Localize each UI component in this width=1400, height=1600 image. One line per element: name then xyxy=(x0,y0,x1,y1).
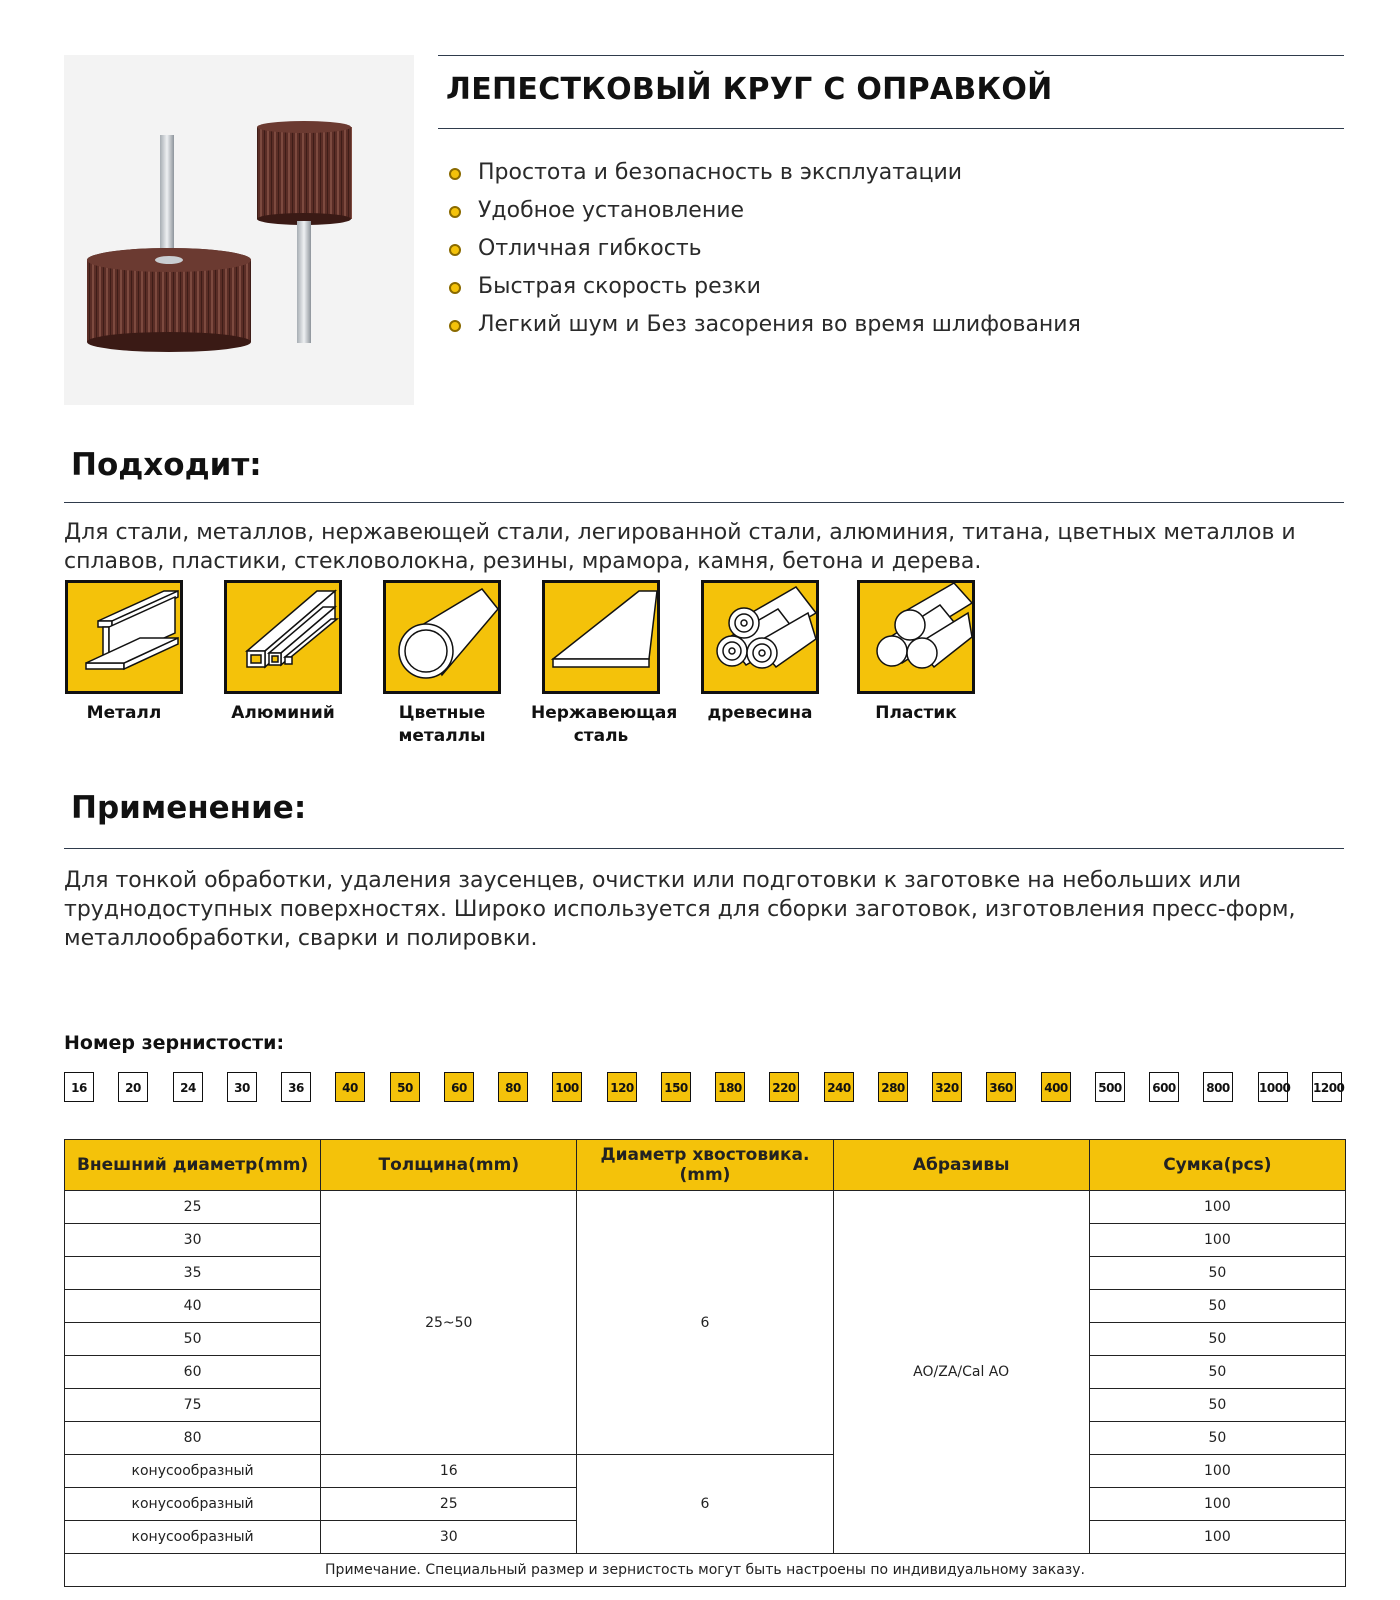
cell-outer-diameter: 60 xyxy=(65,1356,321,1389)
cell-outer-diameter: 30 xyxy=(65,1224,321,1257)
table-header-row xyxy=(65,1140,1346,1191)
table-row xyxy=(65,1191,1346,1224)
cell-thickness: 25~50 xyxy=(321,1191,577,1455)
application-rule xyxy=(64,848,1344,849)
cell-bag: 100 xyxy=(1089,1521,1345,1554)
cell-outer-diameter: 25 xyxy=(65,1191,321,1224)
grit-chip: 500 xyxy=(1095,1072,1125,1102)
cell-bag: 50 xyxy=(1089,1389,1345,1422)
bullet-icon xyxy=(449,282,461,294)
product-title: ЛЕПЕСТКОВЫЙ КРУГ С ОПРАВКОЙ xyxy=(446,72,1053,107)
suitable-rule xyxy=(64,502,1344,503)
grit-chip: 60 xyxy=(444,1072,474,1102)
bullet-icon xyxy=(449,244,461,256)
cell-outer-diameter: конусообразный xyxy=(65,1455,321,1488)
material-label: Алюминий xyxy=(231,703,335,723)
table-row xyxy=(65,1455,1346,1488)
grit-chip: 600 xyxy=(1149,1072,1179,1102)
material-label: Металл xyxy=(86,703,162,723)
grit-chip: 240 xyxy=(824,1072,854,1102)
table-note-row xyxy=(65,1554,1346,1587)
grit-chip: 30 xyxy=(227,1072,257,1102)
header-outer-diameter: Внешний диаметр(mm) xyxy=(65,1140,321,1191)
steel-sheet-icon xyxy=(545,583,657,691)
cell-bag: 50 xyxy=(1089,1422,1345,1455)
pipe-icon xyxy=(386,583,498,691)
grit-chip: 220 xyxy=(769,1072,799,1102)
grit-list xyxy=(64,1072,1344,1104)
cell-bag: 100 xyxy=(1089,1488,1345,1521)
grit-chip: 24 xyxy=(173,1072,203,1102)
material-aluminum xyxy=(213,580,353,725)
aluminum-profile-icon xyxy=(227,583,339,691)
cell-outer-diameter: 40 xyxy=(65,1290,321,1323)
grit-chip: 180 xyxy=(715,1072,745,1102)
grit-chip: 320 xyxy=(932,1072,962,1102)
header-bag: Сумка(pcs) xyxy=(1089,1140,1345,1191)
application-heading: Применение: xyxy=(71,790,307,826)
cell-thickness: 16 xyxy=(321,1455,577,1488)
cell-bag: 50 xyxy=(1089,1290,1345,1323)
cell-shank: 6 xyxy=(577,1455,833,1554)
material-label: Цветные металлы xyxy=(398,703,486,746)
grit-chip: 36 xyxy=(281,1072,311,1102)
title-rule xyxy=(438,128,1344,129)
grit-chip: 400 xyxy=(1041,1072,1071,1102)
cell-bag: 50 xyxy=(1089,1323,1345,1356)
grit-chip: 360 xyxy=(986,1072,1016,1102)
material-label: древесина xyxy=(707,703,813,723)
top-rule xyxy=(438,55,1344,56)
cell-bag: 100 xyxy=(1089,1455,1345,1488)
cell-outer-diameter: конусообразный xyxy=(65,1521,321,1554)
cell-outer-diameter: 50 xyxy=(65,1323,321,1356)
material-label: Нержавеющая сталь xyxy=(531,703,678,746)
cell-outer-diameter: конусообразный xyxy=(65,1488,321,1521)
grit-chip: 40 xyxy=(335,1072,365,1102)
cell-outer-diameter: 35 xyxy=(65,1257,321,1290)
material-nonferrous xyxy=(372,580,512,748)
material-plastic xyxy=(846,580,986,725)
grit-chip: 20 xyxy=(118,1072,148,1102)
grit-chip: 280 xyxy=(878,1072,908,1102)
grit-chip: 150 xyxy=(661,1072,691,1102)
suitable-heading: Подходит: xyxy=(71,447,262,483)
grit-chip: 120 xyxy=(607,1072,637,1102)
cell-bag: 100 xyxy=(1089,1224,1345,1257)
grit-chip: 16 xyxy=(64,1072,94,1102)
bullet-icon xyxy=(449,320,461,332)
material-label: Пластик xyxy=(875,703,957,723)
cell-thickness: 25 xyxy=(321,1488,577,1521)
cell-outer-diameter: 75 xyxy=(65,1389,321,1422)
table-note: Примечание. Специальный размер и зернистость могут быть настроены по индивидуальному заказу. xyxy=(65,1554,1346,1587)
bullet-icon xyxy=(449,206,461,218)
grit-chip: 100 xyxy=(552,1072,582,1102)
header-thickness: Толщина(mm) xyxy=(321,1140,577,1191)
cell-thickness: 30 xyxy=(321,1521,577,1554)
header-shank-diameter: Диаметр хвостовика. (mm) xyxy=(577,1140,833,1191)
spec-table xyxy=(64,1139,1346,1587)
cell-bag: 50 xyxy=(1089,1257,1345,1290)
product-photo xyxy=(64,55,414,405)
plastic-rods-icon xyxy=(860,583,972,691)
cell-bag: 50 xyxy=(1089,1356,1345,1389)
bullet-icon xyxy=(449,168,461,180)
cell-abrasives: AO/ZA/Cal AO xyxy=(833,1191,1089,1554)
grit-chip: 80 xyxy=(498,1072,528,1102)
cell-shank: 6 xyxy=(577,1191,833,1455)
flap-wheel-illustration xyxy=(64,55,414,405)
wood-logs-icon xyxy=(704,583,816,691)
suitable-text: Для стали, металлов, нержавеющей стали, легированной стали, алюминия, титана, цветных металлов и сплавов, пластики, стекловолокна, резины, мрамора, камня, бетона и дерева. xyxy=(64,520,1296,574)
application-text: Для тонкой обработки, удаления заусенцев, очистки или подготовки к заготовке на небольших или труднодоступных поверхностях. Широко используется для сборки заготовок, изготовления пресс-форм, металлообработки, сварки и полировки. xyxy=(64,868,1296,951)
material-stainless xyxy=(531,580,678,748)
grit-heading: Номер зернистости: xyxy=(64,1032,285,1054)
grit-chip: 1000 xyxy=(1258,1072,1288,1102)
grit-chip: 50 xyxy=(390,1072,420,1102)
material-wood xyxy=(690,580,830,725)
cell-outer-diameter: 80 xyxy=(65,1422,321,1455)
cell-bag: 100 xyxy=(1089,1191,1345,1224)
i-beam-icon xyxy=(68,583,180,691)
header-abrasives: Абразивы xyxy=(833,1140,1089,1191)
material-metal xyxy=(54,580,194,725)
grit-chip: 800 xyxy=(1203,1072,1233,1102)
grit-chip: 1200 xyxy=(1312,1072,1342,1102)
